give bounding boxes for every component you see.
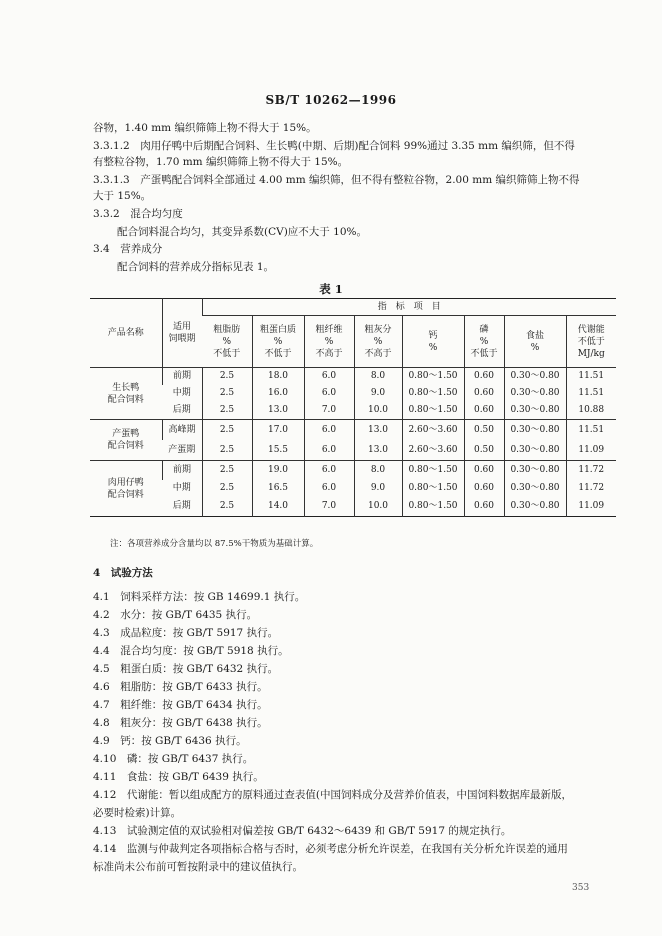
value-cell: 2.5 bbox=[202, 420, 252, 440]
header-crude-fat: 粗脂肪 % 不低于 bbox=[202, 316, 252, 368]
clause-line: 4.2 水分：按 GB/T 6435 执行。 bbox=[93, 609, 258, 621]
value-cell: 6.0 bbox=[304, 480, 354, 497]
value-cell: 19.0 bbox=[252, 461, 304, 480]
value-cell: 2.5 bbox=[202, 401, 252, 420]
period-cell: 后期 bbox=[172, 501, 191, 512]
value-cell: 11.09 bbox=[566, 497, 616, 517]
section-heading: 4 试验方法 bbox=[93, 567, 153, 579]
value-cell: 11.51 bbox=[566, 420, 616, 440]
clause-line: 4.8 粗灰分：按 GB/T 6438 执行。 bbox=[93, 717, 268, 729]
period-cell: 中期 bbox=[172, 483, 191, 493]
value-cell: 2.60～3.60 bbox=[402, 440, 464, 461]
value-cell: 0.60 bbox=[464, 401, 504, 420]
table-row bbox=[90, 385, 616, 401]
value-cell: 0.80～1.50 bbox=[402, 385, 464, 401]
table-row bbox=[90, 368, 616, 385]
clause-line: 4.12 代谢能：暂以组成配方的原料通过查表值(中国饲料成分及营养价值表，中国饲料数据库最新版， bbox=[93, 789, 572, 801]
value-cell: 11.51 bbox=[566, 368, 616, 385]
para-line: 有整粒谷物，1.70 mm 编织筛筛上物不得大于 15%。 bbox=[93, 156, 349, 168]
table-caption: 表 1 bbox=[319, 282, 343, 296]
standard-header: SB/T 10262—1996 bbox=[265, 93, 397, 107]
value-cell: 15.5 bbox=[252, 440, 304, 461]
clause-heading: 3.4 营养成分 bbox=[93, 243, 163, 255]
clause-line: 4.9 钙：按 GB/T 6436 执行。 bbox=[93, 735, 247, 747]
value-cell: 0.80～1.50 bbox=[402, 401, 464, 420]
value-cell: 7.0 bbox=[304, 497, 354, 517]
value-cell: 0.30～0.80 bbox=[504, 497, 566, 517]
nutrition-table bbox=[90, 298, 616, 517]
value-cell: 0.30～0.80 bbox=[504, 461, 566, 480]
table-row bbox=[90, 440, 616, 461]
value-cell: 0.80～1.50 bbox=[402, 480, 464, 497]
value-cell: 10.88 bbox=[566, 401, 616, 420]
value-cell: 0.60 bbox=[464, 461, 504, 480]
value-cell: 17.0 bbox=[252, 420, 304, 440]
clause-line: 4.5 粗蛋白质：按 GB/T 6432 执行。 bbox=[93, 663, 279, 675]
period-cell: 前期 bbox=[162, 461, 202, 480]
header-salt: 食盐 % bbox=[504, 316, 566, 368]
value-cell: 0.60 bbox=[464, 368, 504, 385]
value-cell: 8.0 bbox=[354, 461, 402, 480]
para-line: 大于 15%。 bbox=[93, 190, 152, 202]
value-cell: 0.80～1.50 bbox=[402, 461, 464, 480]
value-cell: 0.30～0.80 bbox=[504, 401, 566, 420]
value-cell: 2.5 bbox=[202, 480, 252, 497]
clause-line: 4.6 粗脂肪：按 GB/T 6433 执行。 bbox=[93, 681, 268, 693]
value-cell: 13.0 bbox=[354, 440, 402, 461]
value-cell: 0.30～0.80 bbox=[504, 440, 566, 461]
product-meat-duckling: 肉用仔鸭 配合饲料 bbox=[90, 461, 162, 517]
value-cell: 6.0 bbox=[304, 420, 354, 440]
period-cell: 前期 bbox=[162, 368, 202, 385]
header-crude-protein: 粗蛋白质 % 不低于 bbox=[252, 316, 304, 368]
para-line: 3.3.1.3 产蛋鸭配合饲料全部通过 4.00 mm 编织筛，但不得有整粒谷物，2.00 mm 编织筛筛上物不得 bbox=[93, 174, 580, 186]
period-cell: 后期 bbox=[172, 404, 191, 415]
para-line: 3.3.1.2 肉用仔鸭中后期配合饲料、生长鸭(中期、后期)配合饲料 99%通过 3.35 mm 编织筛，但不得 bbox=[93, 140, 575, 152]
header-phosphorus: 磷 % 不低于 bbox=[464, 316, 504, 368]
clause-line: 必要时检索)计算。 bbox=[93, 807, 182, 819]
value-cell: 0.30～0.80 bbox=[504, 420, 566, 440]
clause-line: 4.4 混合均匀度：按 GB/T 5918 执行。 bbox=[93, 645, 289, 657]
value-cell: 2.5 bbox=[202, 497, 252, 517]
value-cell: 0.30～0.80 bbox=[504, 480, 566, 497]
clause-line: 4.11 食盐：按 GB/T 6439 执行。 bbox=[93, 771, 264, 783]
value-cell: 10.0 bbox=[354, 401, 402, 420]
header-crude-fiber: 粗纤维 % 不高于 bbox=[304, 316, 354, 368]
clause-line: 4.7 粗纤维：按 GB/T 6434 执行。 bbox=[93, 699, 268, 711]
value-cell: 6.0 bbox=[304, 440, 354, 461]
clause-line: 4.13 试验测定值的双试验相对偏差按 GB/T 6432～6439 和 GB/T 5917 的规定执行。 bbox=[93, 825, 512, 837]
period-cell: 产蛋期 bbox=[168, 444, 196, 455]
clause-heading: 3.3.2 混合均匀度 bbox=[93, 208, 183, 220]
table-row bbox=[90, 401, 616, 420]
value-cell: 9.0 bbox=[354, 480, 402, 497]
value-cell: 0.80～1.50 bbox=[402, 497, 464, 517]
value-cell: 16.0 bbox=[252, 385, 304, 401]
header-metabolizable-energy: 代谢能 不低于 MJ/kg bbox=[566, 316, 616, 368]
value-cell: 2.60～3.60 bbox=[402, 420, 464, 440]
header-product: 产品名称 bbox=[107, 328, 144, 338]
value-cell: 13.0 bbox=[354, 420, 402, 440]
page-number: 353 bbox=[572, 883, 590, 893]
table-row bbox=[90, 480, 616, 497]
value-cell: 6.0 bbox=[304, 385, 354, 401]
value-cell: 2.5 bbox=[202, 368, 252, 385]
product-laying-duck: 产蛋鸭 配合饲料 bbox=[90, 420, 162, 461]
value-cell: 6.0 bbox=[304, 368, 354, 385]
header-indicators: 指 标 项 目 bbox=[202, 299, 616, 316]
value-cell: 0.50 bbox=[464, 440, 504, 461]
value-cell: 0.50 bbox=[464, 420, 504, 440]
clause-line: 4.14 监测与仲裁判定各项指标合格与否时，必须考虑分析允许误差，在我国有关分析允许误差的通用 bbox=[93, 843, 568, 855]
value-cell: 0.60 bbox=[464, 480, 504, 497]
table-row bbox=[90, 420, 616, 440]
value-cell: 2.5 bbox=[202, 461, 252, 480]
value-cell: 6.0 bbox=[304, 461, 354, 480]
value-cell: 10.0 bbox=[354, 497, 402, 517]
table-row bbox=[90, 461, 616, 480]
product-growing-duck: 生长鸭 配合饲料 bbox=[90, 368, 162, 420]
value-cell: 7.0 bbox=[304, 401, 354, 420]
value-cell: 0.80～1.50 bbox=[402, 368, 464, 385]
value-cell: 9.0 bbox=[354, 385, 402, 401]
value-cell: 0.60 bbox=[464, 385, 504, 401]
header-calcium: 钙 % bbox=[402, 316, 464, 368]
table-note: 注：各项营养成分含量均以 87.5%干物质为基础计算。 bbox=[110, 539, 319, 549]
value-cell: 8.0 bbox=[354, 368, 402, 385]
value-cell: 11.51 bbox=[566, 385, 616, 401]
value-cell: 18.0 bbox=[252, 368, 304, 385]
value-cell: 13.0 bbox=[252, 401, 304, 420]
para-line: 配合饲料混合均匀，其变异系数(CV)应不大于 10%。 bbox=[117, 226, 367, 238]
clause-line: 4.10 磷：按 GB/T 6437 执行。 bbox=[93, 753, 254, 765]
clause-line: 4.3 成品粒度：按 GB/T 5917 执行。 bbox=[93, 627, 279, 639]
value-cell: 11.72 bbox=[566, 480, 616, 497]
period-cell: 高峰期 bbox=[162, 420, 202, 440]
period-cell: 中期 bbox=[172, 387, 191, 398]
value-cell: 0.30～0.80 bbox=[504, 385, 566, 401]
table-row bbox=[90, 497, 616, 517]
header-period: 适用 饲喂期 bbox=[162, 299, 202, 368]
value-cell: 11.09 bbox=[566, 440, 616, 461]
clause-line: 4.1 饲料采样方法：按 GB 14699.1 执行。 bbox=[93, 591, 306, 603]
header-crude-ash: 粗灰分 % 不高于 bbox=[354, 316, 402, 368]
value-cell: 2.5 bbox=[202, 440, 252, 461]
para-line: 配合饲料的营养成分指标见表 1。 bbox=[117, 261, 275, 273]
clause-line: 标准尚未公布前可暂按附录中的建议值执行。 bbox=[93, 861, 303, 873]
value-cell: 2.5 bbox=[202, 385, 252, 401]
value-cell: 16.5 bbox=[252, 480, 304, 497]
value-cell: 14.0 bbox=[252, 497, 304, 517]
para-line: 谷物，1.40 mm 编织筛筛上物不得大于 15%。 bbox=[93, 122, 317, 134]
value-cell: 0.60 bbox=[464, 497, 504, 517]
value-cell: 11.72 bbox=[566, 461, 616, 480]
value-cell: 0.30～0.80 bbox=[504, 368, 566, 385]
